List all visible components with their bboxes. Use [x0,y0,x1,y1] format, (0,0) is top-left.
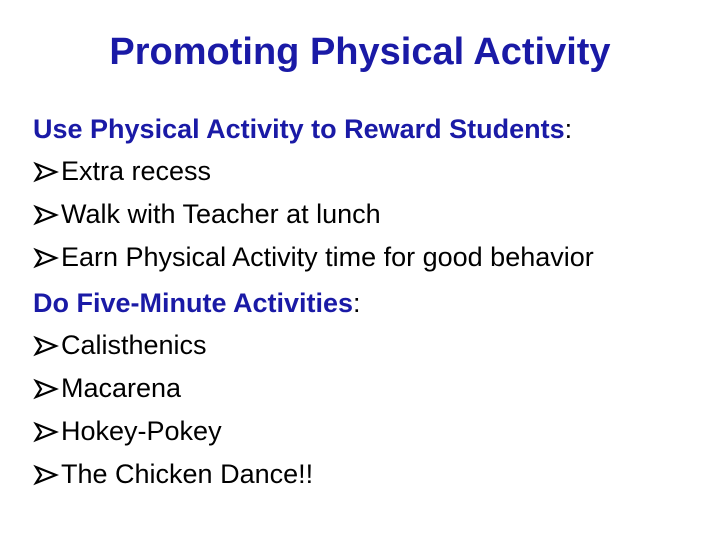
section-five-minute-activities [33,282,713,496]
section-reward-students [33,108,713,279]
bullet-text: Extra recess [61,156,212,186]
bullet-list [33,150,713,279]
section-heading [33,108,713,150]
arrow-bullet-icon [33,333,59,359]
arrow-bullet-icon [33,159,59,185]
bullet-text: Calisthenics [61,330,207,360]
section-heading-text: Do Five-Minute Activities [33,288,354,318]
arrow-bullet-icon [33,202,59,228]
section-heading-colon: : [564,114,573,144]
section-heading-text: Use Physical Activity to Reward Students [33,114,565,144]
bullet-text: Hokey-Pokey [61,416,222,446]
bullet-item [33,236,713,279]
bullet-item [33,324,713,367]
section-heading-colon: : [353,288,361,318]
bullet-item [33,193,713,236]
bullet-text: Earn Physical Activity time for good behavior [61,242,594,272]
bullet-item [33,453,713,496]
bullet-text: Walk with Teacher at lunch [61,199,381,229]
slide-title: Promoting Physical Activity [109,31,611,73]
bullet-list [33,324,713,496]
arrow-bullet-icon [33,376,59,402]
arrow-bullet-icon [33,419,59,445]
arrow-bullet-icon [33,245,59,271]
bullet-item [33,150,713,193]
bullet-item [33,410,713,453]
section-heading [33,282,713,324]
bullet-item [33,367,713,410]
bullet-text: The Chicken Dance!! [61,459,314,489]
bullet-text: Macarena [61,373,182,403]
arrow-bullet-icon [33,462,59,488]
